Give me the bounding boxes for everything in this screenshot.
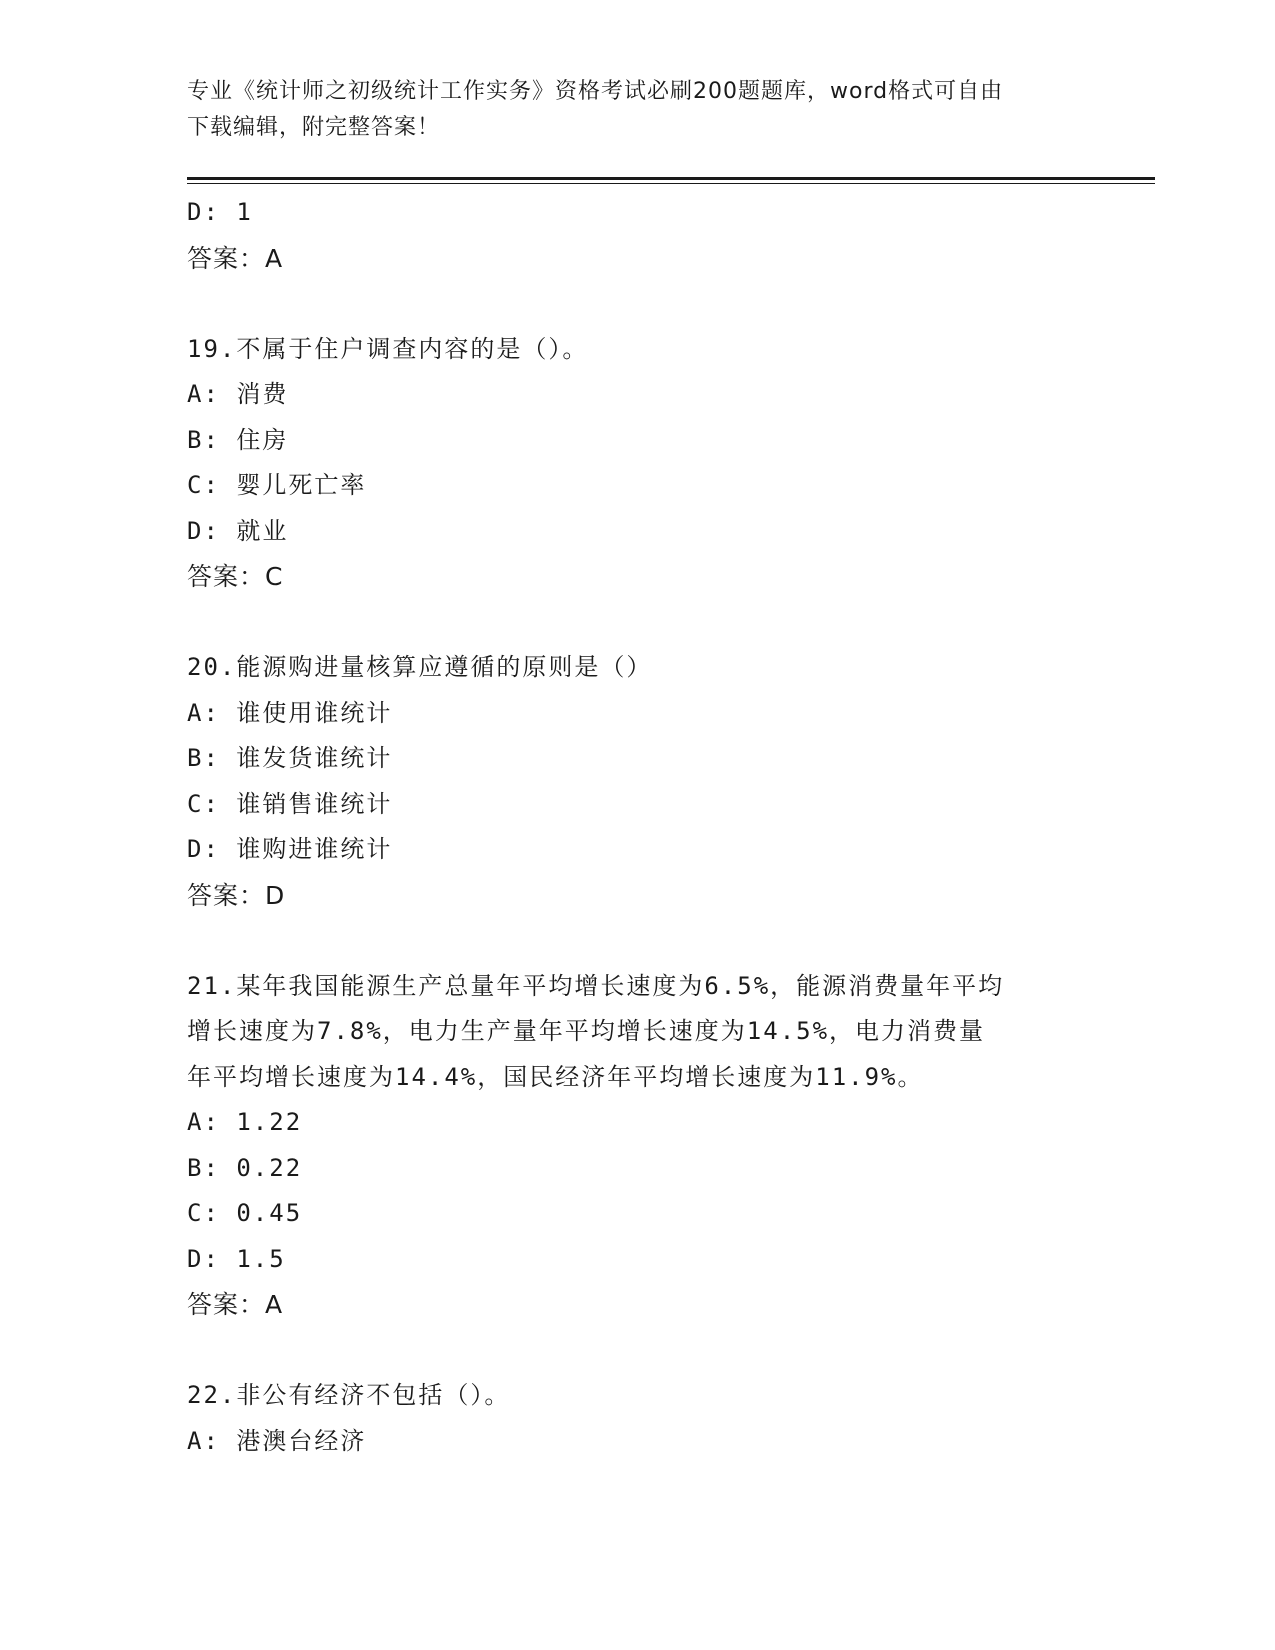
answer-line: 答案：A — [187, 1290, 284, 1319]
option-b: B: 0.22 — [187, 1153, 303, 1182]
option-d: D: 就业 — [187, 516, 289, 545]
header-line-1: 专业《统计师之初级统计工作实务》资格考试必刷200题题库，word格式可自由 — [187, 79, 1004, 104]
spacer — [187, 918, 1087, 964]
header-rule-thick — [187, 177, 1155, 180]
answer-line: 答案：D — [187, 880, 286, 910]
option-a: A: 消费 — [187, 380, 289, 408]
option-c: C: 0.45 — [187, 1199, 303, 1227]
spacer — [187, 1328, 1087, 1374]
question-stem-line-3: 年平均增长速度为14.4%，国民经济年平均增长速度为11.9%。 — [187, 1062, 924, 1091]
option-d: D: 谁购进谁统计 — [187, 835, 393, 863]
option-c: C: 谁销售谁统计 — [187, 789, 393, 818]
option-b: B: 谁发货谁统计 — [187, 744, 393, 772]
header-rule-thin — [187, 183, 1155, 184]
question-19 — [187, 327, 1087, 600]
answer-line: 答案：C — [187, 562, 284, 591]
question-21 — [187, 964, 1087, 1328]
question-20 — [187, 645, 1087, 918]
option-a: A: 1.22 — [187, 1108, 303, 1136]
question-stem: 19.不属于住户调查内容的是（）。 — [187, 334, 589, 363]
question-stem: 22.非公有经济不包括（）。 — [187, 1381, 511, 1409]
option-a: A: 谁使用谁统计 — [187, 698, 393, 727]
option-b: B: 住房 — [187, 425, 289, 454]
header-line-2: 下载编辑，附完整答案！ — [187, 115, 441, 140]
question-stem-line-2: 增长速度为7.8%，电力生产量年平均增长速度为14.5%，电力消费量 — [187, 1017, 986, 1045]
answer-line: 答案：A — [187, 243, 284, 273]
option-a: A: 港澳台经济 — [187, 1426, 367, 1455]
spacer — [187, 600, 1087, 646]
document-header — [187, 74, 1077, 146]
spacer — [187, 281, 1087, 327]
question-22 — [187, 1373, 1087, 1464]
option-d: D: 1.5 — [187, 1244, 286, 1273]
question-stem: 20.能源购进量核算应遵循的原则是（） — [187, 653, 653, 681]
option-c: C: 婴儿死亡率 — [187, 471, 367, 499]
question-stem-line-1: 21.某年我国能源生产总量年平均增长速度为6.5%，能源消费量年平均 — [187, 971, 1005, 1000]
option-d: D: 1 — [187, 198, 253, 226]
question-content — [187, 190, 1087, 1464]
